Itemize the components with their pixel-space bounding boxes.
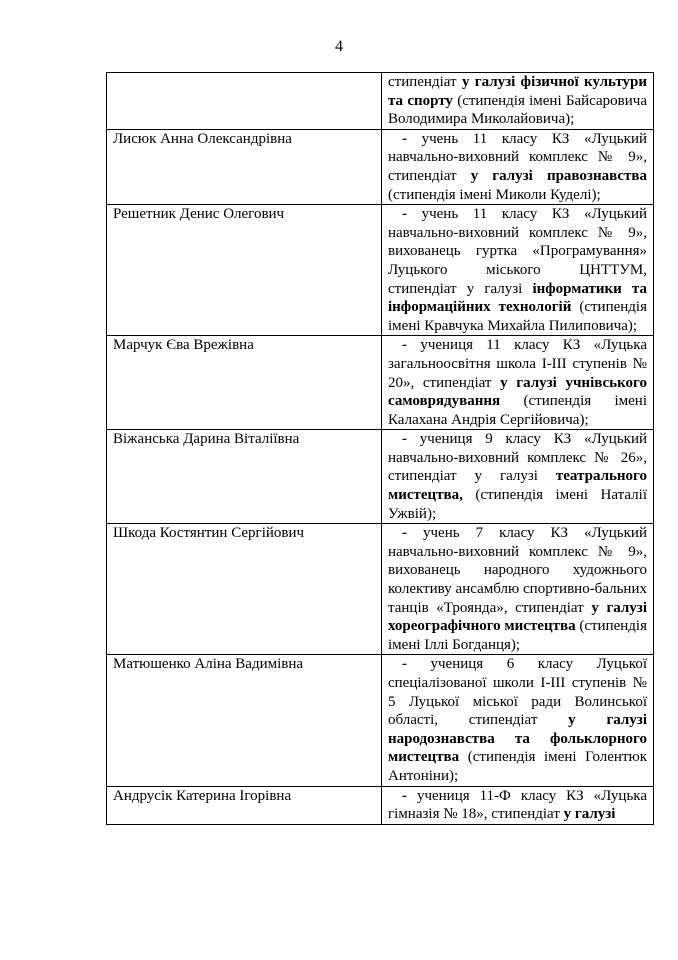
description-text: (стипендія імені Голентюк Антоніни); — [388, 749, 647, 784]
description-text: (стипендія імені Миколи Куделі); — [388, 186, 601, 203]
scholarship-table — [106, 72, 654, 825]
description-text: (стипендія імені Калахана Андрія Сергійовича); — [388, 393, 647, 428]
scholarship-description-cell — [382, 129, 654, 204]
field-highlight-text: у галузі учнівського самоврядування — [388, 374, 647, 410]
list-dash: - — [402, 656, 431, 673]
field-highlight-text: у галузі — [563, 806, 616, 823]
description-text: (стипендія імені Кравчука Михайла Пилиповича); — [388, 299, 647, 334]
student-name-cell: Андрусік Катерина Ігорівна — [107, 786, 382, 824]
description-text: (стипендія імені Байсаровича Володимира Миколайовича); — [388, 92, 647, 128]
student-name-cell: Матюшенко Аліна Вадимівна — [107, 655, 382, 786]
field-highlight-text: у галузі хореографічного мистецтва — [388, 599, 647, 635]
student-name-cell — [107, 73, 382, 130]
description-text: учень 7 класу КЗ «Луцький навчально-виховний комплекс № 9», вихованець народного художнього колективу ансамблю спортивно-бальних танців «Троянда», стипендіат — [388, 525, 647, 616]
table-row — [107, 336, 654, 430]
student-name-cell: Віжанська Дарина Віталіївна — [107, 430, 382, 524]
list-dash: - — [402, 787, 417, 804]
scholarship-description-cell — [382, 524, 654, 655]
field-highlight-text: театрального мистецтва, — [388, 468, 647, 504]
list-dash: - — [402, 337, 421, 354]
table-row — [107, 129, 654, 204]
list-dash: - — [402, 431, 420, 448]
description-text: учениця 11 класу КЗ «Луцька загальноосвітня школа І-ІІІ ступенів № 20», стипендіат — [388, 337, 647, 391]
description-text: (стипендія імені Наталії Ужвій); — [388, 487, 647, 522]
table-row — [107, 655, 654, 786]
list-dash: - — [402, 130, 422, 147]
field-highlight-text: у галузі народознавства та фольклорного мистецтва — [388, 712, 648, 766]
scholarship-description-cell — [382, 336, 654, 430]
scholarship-description-cell — [382, 430, 654, 524]
scholarship-description-cell — [382, 786, 654, 824]
student-name-cell: Лисюк Анна Олександрівна — [107, 129, 382, 204]
list-dash: - — [402, 206, 422, 223]
description-text: учень 11 класу КЗ «Луцький навчально-виховний комплекс № 9», вихованець гуртка «Програмування» Луцького міського ЦНТТУМ, стипендіат у галузі — [388, 206, 647, 297]
scholarship-description-cell — [382, 73, 654, 130]
description-text: учениця 6 класу Луцької спеціалізованої школи І-ІІІ ступенів № 5 Луцької міської ради Волинської області, стипендіат — [388, 656, 647, 729]
field-highlight-text: інформатики та інформаційних технологій — [388, 280, 647, 316]
description-text: стипендіат — [388, 74, 462, 90]
page-number: 4 — [335, 38, 343, 55]
description-text: учениця 11-Ф класу КЗ «Луцька гімназія № 18», стипендіат — [388, 787, 647, 823]
student-name-cell: Решетник Денис Олегович — [107, 205, 382, 336]
scholarship-description-cell — [382, 655, 654, 786]
field-highlight-text: у галузі фізичної культури та спорту — [388, 74, 648, 109]
student-name-cell: Шкода Костянтин Сергійович — [107, 524, 382, 655]
table-body — [107, 73, 654, 825]
table-row — [107, 73, 654, 130]
table-row — [107, 430, 654, 524]
list-dash: - — [402, 525, 423, 542]
field-highlight-text: у галузі правознавства — [470, 167, 648, 184]
description-text: учениця 9 класу КЗ «Луцький навчально-виховний комплекс № 26», стипендіат у галузі — [388, 431, 647, 485]
scholarship-description-cell — [382, 205, 654, 336]
student-name-cell: Марчук Єва Врежівна — [107, 336, 382, 430]
description-text: (стипендія імені Іллі Богданця); — [388, 618, 647, 653]
description-text: учень 11 класу КЗ «Луцький навчально-виховний комплекс № 9», стипендіат — [388, 130, 647, 184]
table-row — [107, 524, 654, 655]
table-row — [107, 205, 654, 336]
table-row — [107, 786, 654, 824]
